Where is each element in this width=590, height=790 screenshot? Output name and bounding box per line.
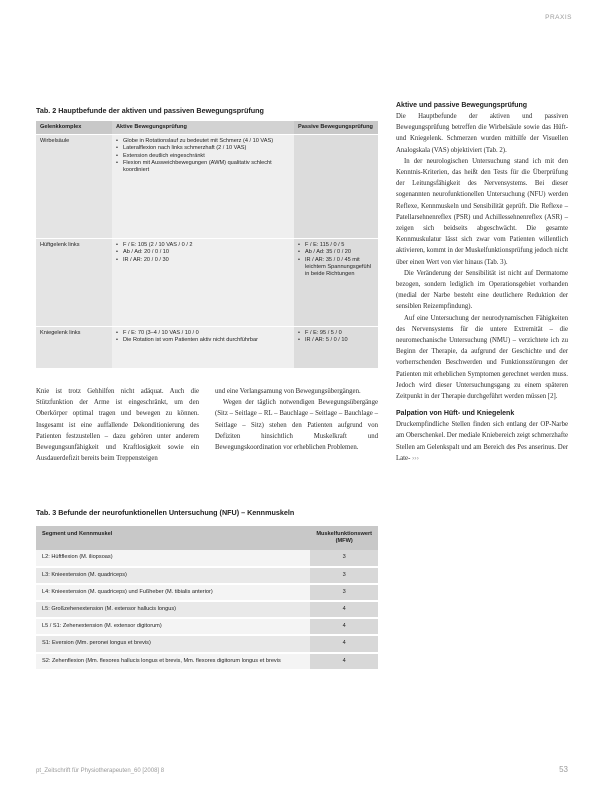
- footer: pt_Zeitschrift für Physiotherapeuten_60 [2008] 8: [36, 768, 165, 774]
- right-text-column: [396, 100, 568, 464]
- body-paragraph: Wegen der täglich notwendigen Bewegungsübergänge (Sitz – Seitlage – RL – Bauchlage – Seitlage – Bauchlage – Seitlage – Sitz) stehen den Patienten aufgrund von Defiziten hinsichtlich Muskelkraft und Bewegungskoordination vor erheblichen Problemen.: [215, 399, 378, 452]
- list-item: • F / E: 115 / 0 / 5: [298, 242, 374, 249]
- list-item: • Globe in Rotationslauf zu bedeutet mit Schmerz (4 / 10 VAS): [116, 138, 290, 145]
- table-row: [36, 601, 378, 618]
- list-item: • Die Rotation ist vom Patienten aktiv nicht durchführbar: [116, 337, 290, 344]
- table3-header-mfw: Muskelfunktionswert (MFW): [310, 526, 378, 550]
- list-item: • IR / AR: 35 / 0 / 45 mit leichtem Spannungsgefühl in beide Richtungen: [298, 257, 374, 279]
- table2-active-cell: [112, 239, 294, 327]
- body-paragraph: [396, 419, 568, 464]
- table2-header-passive: Passive Bewegungsprüfung: [294, 121, 378, 135]
- table2-active-cell: [112, 327, 294, 369]
- table-row: [36, 135, 378, 239]
- running-header: PRAXIS: [545, 14, 572, 21]
- table-row: [36, 618, 378, 635]
- body-paragraph: Knie ist trotz Gehhilfen nicht adäquat. Auch die Stützfunktion der Arme ist eingeschränkt, um den Oberkörper optimal tragen und bewegen zu können. Insgesamt ist eine auffallende Dekonditionierung des Patienten festzustellen – dazu gehören unter anderem Bewegungsunfähigkeit und Kraftlosigkeit sowie ein Ausdauerdefizit bereits beim Treppensteigen: [36, 388, 199, 463]
- list-item: • Flexion mit Ausweichbewegungen (AWM) qualitativ schlecht koordiniert: [116, 160, 290, 174]
- table3-label: L2: Hüftflexion (M. iliopsoas): [36, 550, 310, 566]
- left-text-column-b: [215, 386, 378, 453]
- table3-value: 3: [310, 567, 378, 584]
- list-item: • Extension deutlich eingeschränkt: [116, 153, 290, 160]
- table3-value: 4: [310, 635, 378, 652]
- table-row: [36, 239, 378, 327]
- body-paragraph: In der neurologischen Untersuchung stand ich mit den Kenntnis-Kriterien, das heißt den Tests für die Überprüfung der Leitungsfähigkeit des Nervensystems. Bei dieser sogenannten neurofunktionellen Untersuchung (NFU) werden Reflexe, Kennmuskeln und Sensibilität geprüft. Die Reflexe – Patellarsehnenreflex (PSR) und Achillessehnenreflex (ASR) – zeigen sich beidseits abgeschwächt. Die gesamte Kennmuskulatur lässt sich zwar vom Patienten willentlich aktivieren, kommt in der Muskelfunktionsprüfung jedoch nicht über einen Wert von vier hinaus (Tab. 3).: [396, 157, 568, 266]
- section-heading: Palpation von Hüft- und Kniegelenk: [396, 410, 515, 418]
- table2-passive-cell: [294, 135, 378, 239]
- table2-region: Kniegelenk links: [36, 327, 112, 369]
- continue-arrow: ›››: [412, 454, 419, 462]
- table3-label: L3: Knieextension (M. quadriceps): [36, 567, 310, 584]
- table-row: [36, 567, 378, 584]
- table3-value: 3: [310, 550, 378, 566]
- table3-label: L5 / S1: Zehenextension (M. extensor digitorum): [36, 618, 310, 635]
- table2-active-cell: [112, 135, 294, 239]
- table3-header-segment: Segment und Kennmuskel: [36, 526, 310, 550]
- table-row: [36, 327, 378, 369]
- body-paragraph: Die Veränderung der Sensibilität ist nicht auf Dermatome bezogen, sondern lediglich im Operationsgebiet vorhanden (medial der Narbe besteht eine deutlichere Reduktion der sensiblen Reizempfindung).: [396, 269, 568, 311]
- table2-header-active: Aktive Bewegungsprüfung: [112, 121, 294, 135]
- page-number: 53: [559, 765, 568, 774]
- table3-caption: Tab. 3 Befunde der neurofunktionellen Untersuchung (NFU) – Kennmuskeln: [36, 508, 295, 517]
- list-item: • Lateralflexion nach links schmerzhaft (2 / 10 VAS): [116, 145, 290, 152]
- table3: [36, 526, 378, 671]
- list-item: • F / E: 95 / 5 / 0: [298, 330, 374, 337]
- table3-value: 4: [310, 601, 378, 618]
- table-row: [36, 584, 378, 601]
- table3-label: L4: Knieextension (M. quadriceps) und Fußheber (M. tibialis anterior): [36, 584, 310, 601]
- table2-passive-cell: [294, 239, 378, 327]
- table3-label: L5: Großzehenextension (M. extensor hallucis longus): [36, 601, 310, 618]
- body-paragraph: und eine Verlangsamung von Bewegungsübergängen.: [215, 388, 361, 395]
- table-row: [36, 550, 378, 566]
- body-paragraph: Die Hauptbefunde der aktiven und passiven Bewegungsprüfung betreffen die Wirbelsäule sowie das Hüft- und Kniegelenk. Schmerzen wurden mithilfe der Visuellen Analogskala (VAS) objektiviert (Tab. 2).: [396, 113, 568, 154]
- table-row: [36, 635, 378, 652]
- table3-label: S1: Eversion (Mm. peronei longus et brevis): [36, 635, 310, 652]
- table2-region: Hüftgelenk links: [36, 239, 112, 327]
- list-item: • F / E: 105 (2 / 10 VAS / 0 / 2: [116, 242, 290, 249]
- section-heading: Aktive und passive Bewegungsprüfung: [396, 102, 528, 109]
- list-item: • F / E: 70 (3–4 / 10 VAS / 10 / 0: [116, 330, 290, 337]
- table2: [36, 121, 378, 369]
- left-text-column-a: [36, 386, 199, 464]
- body-text: Druckempfindliche Stellen finden sich entlang der OP-Narbe am Oberschenkel. Der mediale Kniebereich zeigt schmerzhafte Stellen am Gelenkspalt und am Bereich des Pes anserinus. Der Late-: [396, 421, 568, 462]
- table3-value: 3: [310, 584, 378, 601]
- table2-caption: Tab. 2 Hauptbefunde der aktiven und passiven Bewegungsprüfung: [36, 106, 264, 115]
- body-paragraph: Auf eine Untersuchung der neurodynamischen Fähigkeiten des Nervensystems für die untere Extremität – die neuromechanische Untersuchung (NMU) – verzichtete ich zu Beginn der Therapie, da aufgrund der Geschichte und der vorherrschenden Beschwerden und Funktionsstörungen der Patienten mit erheblichen Symptomen gerechnet werden muss. Jedoch wird dieser Untersuchungsgang zu einem späteren Zeitpunkt in der Therapie durchgeführt werden müssen [2].: [396, 314, 568, 401]
- list-item: • IR / AR: 5 / 0 / 10: [298, 337, 374, 344]
- table3-value: 4: [310, 653, 378, 670]
- table-row: [36, 653, 378, 670]
- list-item: • Ab / Ad: 35 / 0 / 20: [298, 249, 374, 256]
- table2-header-region: Gelenkkomplex: [36, 121, 112, 135]
- table3-label: S2: Zehenflexion (Mm. flexores hallucis longus et brevis, Mm. flexores digitorum longus et brevis: [36, 653, 310, 670]
- table2-passive-cell: [294, 327, 378, 369]
- table3-value: 4: [310, 618, 378, 635]
- list-item: • Ab / Ad: 20 / 0 / 10: [116, 249, 290, 256]
- list-item: • IR / AR: 20 / 0 / 30: [116, 257, 290, 264]
- table2-region: Wirbelsäule: [36, 135, 112, 239]
